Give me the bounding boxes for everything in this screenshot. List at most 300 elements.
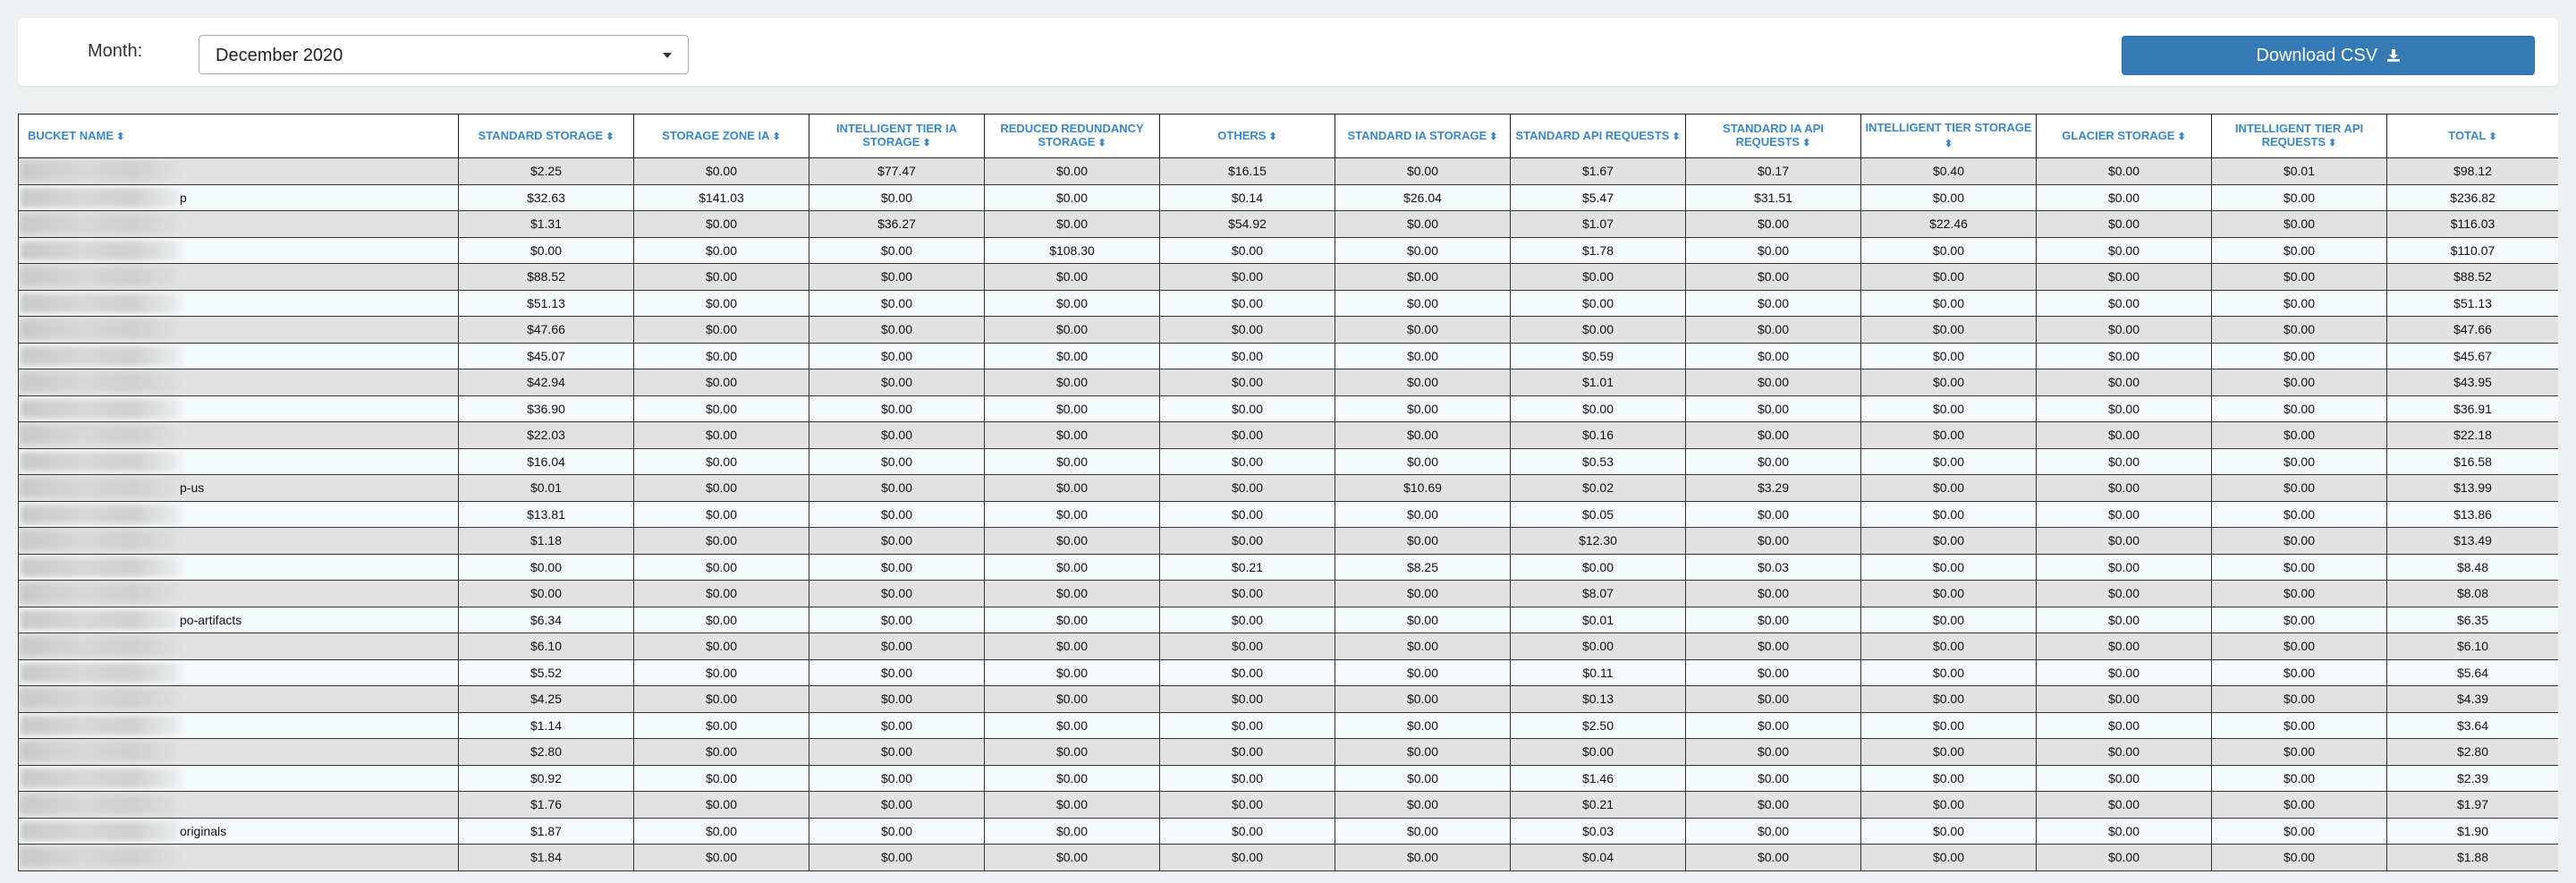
cost-cell: $0.00 <box>809 739 985 766</box>
cost-cell: $0.00 <box>1686 765 1861 792</box>
cost-cell: $0.00 <box>809 264 985 291</box>
cost-cell: $5.52 <box>459 659 634 686</box>
bucket-name-cell <box>19 395 459 422</box>
cost-cell: $2.80 <box>2387 739 2559 766</box>
cost-cell: $0.00 <box>2212 475 2387 502</box>
cost-cell: $0.00 <box>2037 422 2212 449</box>
cost-cell: $0.00 <box>634 554 809 581</box>
redacted-bucket-name <box>21 267 180 286</box>
column-header-7[interactable] <box>1511 115 1686 158</box>
cost-cell: $0.00 <box>1861 475 2037 502</box>
cost-cell: $36.90 <box>459 395 634 422</box>
column-header-4[interactable] <box>985 115 1160 158</box>
cost-cell: $0.00 <box>1861 659 2037 686</box>
sort-icon[interactable]: ⬍ <box>2174 131 2186 142</box>
cost-cell: $0.92 <box>459 765 634 792</box>
cost-cell: $0.00 <box>1160 290 1335 317</box>
cost-cell: $13.81 <box>459 501 634 528</box>
table-row <box>19 237 2559 264</box>
cost-cell: $0.00 <box>1160 528 1335 555</box>
cost-cell: $0.00 <box>985 581 1160 607</box>
cost-cell: $0.00 <box>634 264 809 291</box>
sort-icon[interactable]: ⬍ <box>1800 138 1811 149</box>
redacted-bucket-name <box>21 716 180 735</box>
cost-cell: $0.00 <box>1861 739 2037 766</box>
cost-cell: $0.00 <box>1686 712 1861 739</box>
sort-icon[interactable]: ⬍ <box>769 131 781 142</box>
sort-icon[interactable]: ⬍ <box>1095 138 1106 149</box>
cost-cell: $0.00 <box>2212 765 2387 792</box>
cost-cell: $6.10 <box>459 633 634 660</box>
cost-cell: $54.92 <box>1160 211 1335 238</box>
bucket-costs-table <box>18 114 2558 871</box>
cost-cell: $42.94 <box>459 369 634 396</box>
month-select[interactable] <box>199 35 689 74</box>
cost-cell: $0.00 <box>985 659 1160 686</box>
cost-cell: $0.00 <box>2212 607 2387 633</box>
cost-cell: $0.00 <box>1861 290 2037 317</box>
cost-cell: $0.00 <box>809 792 985 819</box>
cost-cell: $0.00 <box>2212 264 2387 291</box>
cost-cell: $0.00 <box>1686 343 1861 369</box>
redacted-bucket-name <box>21 847 180 867</box>
table-row <box>19 686 2559 713</box>
cost-cell: $0.00 <box>459 554 634 581</box>
cost-cell: $1.78 <box>1511 237 1686 264</box>
redacted-bucket-name <box>21 214 180 233</box>
bucket-name-cell <box>19 184 459 211</box>
cost-cell: $36.27 <box>809 211 985 238</box>
table-header-row <box>19 115 2559 158</box>
cost-cell: $0.00 <box>1335 422 1511 449</box>
table-row <box>19 712 2559 739</box>
cost-cell: $0.00 <box>1861 633 2037 660</box>
cost-cell: $45.07 <box>459 343 634 369</box>
cost-cell: $13.49 <box>2387 528 2559 555</box>
cost-cell: $0.00 <box>985 184 1160 211</box>
cost-cell: $47.66 <box>459 317 634 344</box>
sort-icon[interactable]: ⬍ <box>2326 138 2337 149</box>
table-row <box>19 765 2559 792</box>
cost-cell: $0.00 <box>2037 448 2212 475</box>
cost-cell: $26.04 <box>1335 184 1511 211</box>
cost-cell: $4.25 <box>459 686 634 713</box>
bucket-name-visible-text: po-artifacts <box>180 612 242 627</box>
cost-cell: $141.03 <box>634 184 809 211</box>
redacted-bucket-name <box>21 794 180 814</box>
cost-cell: $0.00 <box>1861 712 2037 739</box>
cost-cell: $0.00 <box>2037 369 2212 396</box>
cost-cell: $0.00 <box>2037 501 2212 528</box>
sort-icon[interactable]: ⬍ <box>2486 131 2497 142</box>
table-row <box>19 845 2559 871</box>
cost-cell: $16.04 <box>459 448 634 475</box>
cost-cell: $0.00 <box>459 237 634 264</box>
cost-cell: $1.14 <box>459 712 634 739</box>
column-header-label: INTELLIGENT TIER STORAGE <box>1865 121 2032 134</box>
cost-cell: $0.00 <box>1686 448 1861 475</box>
cost-cell: $47.66 <box>2387 317 2559 344</box>
cost-cell: $22.03 <box>459 422 634 449</box>
cost-cell: $8.25 <box>1335 554 1511 581</box>
cost-cell: $0.00 <box>1686 686 1861 713</box>
bucket-name-cell <box>19 264 459 291</box>
cost-cell: $1.31 <box>459 211 634 238</box>
cost-cell: $0.00 <box>634 422 809 449</box>
bucket-name-cell <box>19 422 459 449</box>
cost-cell: $1.76 <box>459 792 634 819</box>
cost-cell: $0.00 <box>2037 317 2212 344</box>
column-header-label: BUCKET NAME <box>28 128 114 142</box>
cost-cell: $0.00 <box>809 395 985 422</box>
column-header-11[interactable] <box>2212 115 2387 158</box>
cost-cell: $13.99 <box>2387 475 2559 502</box>
cost-cell: $0.00 <box>985 845 1160 871</box>
cost-cell: $236.82 <box>2387 184 2559 211</box>
cost-cell: $110.07 <box>2387 237 2559 264</box>
table-row <box>19 659 2559 686</box>
cost-cell: $0.00 <box>1335 290 1511 317</box>
cost-cell: $0.00 <box>2037 659 2212 686</box>
table-row <box>19 343 2559 369</box>
cost-cell: $0.00 <box>2037 395 2212 422</box>
cost-cell: $0.00 <box>809 581 985 607</box>
cost-cell: $0.00 <box>1686 818 1861 845</box>
cost-cell: $0.02 <box>1511 475 1686 502</box>
month-label: Month: <box>88 41 143 61</box>
cost-cell: $0.00 <box>1335 501 1511 528</box>
cost-cell: $0.00 <box>634 818 809 845</box>
cost-cell: $0.00 <box>1686 211 1861 238</box>
cost-cell: $0.01 <box>1511 607 1686 633</box>
cost-cell: $0.00 <box>2037 739 2212 766</box>
cost-cell: $0.00 <box>1335 633 1511 660</box>
cost-cell: $6.10 <box>2387 633 2559 660</box>
cost-cell: $0.00 <box>1511 395 1686 422</box>
bucket-name-cell <box>19 581 459 607</box>
chevron-down-icon <box>663 53 672 58</box>
cost-cell: $2.39 <box>2387 765 2559 792</box>
cost-cell: $10.69 <box>1335 475 1511 502</box>
cost-cell: $0.00 <box>1686 422 1861 449</box>
cost-cell: $0.00 <box>1861 264 2037 291</box>
cost-cell: $0.00 <box>1160 712 1335 739</box>
cost-cell: $0.00 <box>1861 369 2037 396</box>
cost-cell: $0.00 <box>1686 237 1861 264</box>
cost-cell: $0.00 <box>1686 290 1861 317</box>
cost-cell: $0.00 <box>1861 765 2037 792</box>
cost-cell: $0.00 <box>1335 792 1511 819</box>
cost-cell: $0.00 <box>634 845 809 871</box>
column-header-3[interactable] <box>809 115 985 158</box>
table-row <box>19 818 2559 845</box>
cost-cell: $0.00 <box>1861 845 2037 871</box>
table-row <box>19 581 2559 607</box>
bucket-name-cell <box>19 290 459 317</box>
cost-cell: $0.00 <box>985 633 1160 660</box>
cost-cell: $0.00 <box>1861 554 2037 581</box>
sort-icon[interactable]: ⬍ <box>1266 131 1277 142</box>
cost-cell: $0.00 <box>2037 290 2212 317</box>
sort-icon[interactable]: ⬍ <box>114 131 125 142</box>
column-header-label: INTELLIGENT TIER API REQUESTS <box>2234 122 2364 149</box>
redacted-bucket-name <box>21 610 180 630</box>
cost-cell: $0.00 <box>1160 818 1335 845</box>
bucket-name-cell <box>19 712 459 739</box>
column-header-10[interactable] <box>2037 115 2212 158</box>
cost-cell: $0.00 <box>809 712 985 739</box>
cost-cell: $0.03 <box>1686 554 1861 581</box>
cost-cell: $0.00 <box>1160 501 1335 528</box>
cost-cell: $0.00 <box>2212 659 2387 686</box>
download-csv-button[interactable] <box>2122 36 2535 75</box>
table-row <box>19 369 2559 396</box>
cost-cell: $8.48 <box>2387 554 2559 581</box>
cost-cell: $0.00 <box>985 395 1160 422</box>
bucket-name-cell <box>19 765 459 792</box>
cost-cell: $0.00 <box>985 712 1160 739</box>
cost-cell: $0.00 <box>985 290 1160 317</box>
cost-cell: $0.00 <box>985 317 1160 344</box>
cost-cell: $0.00 <box>1511 264 1686 291</box>
cost-cell: $0.00 <box>634 343 809 369</box>
column-header-0[interactable] <box>19 115 459 158</box>
cost-cell: $0.00 <box>1160 633 1335 660</box>
sort-icon[interactable]: ⬍ <box>1669 131 1681 142</box>
cost-cell: $0.00 <box>809 554 985 581</box>
cost-cell: $0.00 <box>809 237 985 264</box>
cost-cell: $0.00 <box>634 528 809 555</box>
cost-cell: $51.13 <box>459 290 634 317</box>
cost-cell: $0.00 <box>1335 686 1511 713</box>
cost-cell: $0.00 <box>2212 369 2387 396</box>
cost-cell: $0.00 <box>809 607 985 633</box>
column-header-label: STANDARD IA API REQUESTS <box>1723 122 1824 149</box>
cost-cell: $0.21 <box>1160 554 1335 581</box>
cost-cell: $0.00 <box>2037 237 2212 264</box>
cost-cell: $1.07 <box>1511 211 1686 238</box>
cost-cell: $16.15 <box>1160 158 1335 185</box>
redacted-bucket-name <box>21 161 180 181</box>
cost-cell: $0.00 <box>2212 501 2387 528</box>
cost-cell: $0.00 <box>809 448 985 475</box>
cost-cell: $0.00 <box>809 659 985 686</box>
redacted-bucket-name <box>21 319 180 339</box>
bucket-name-visible-text: p-us <box>180 480 205 495</box>
cost-cell: $108.30 <box>985 237 1160 264</box>
cost-cell: $0.00 <box>809 290 985 317</box>
sort-icon[interactable]: ⬍ <box>1944 139 1953 149</box>
column-header-label: GLACIER STORAGE <box>2062 128 2175 142</box>
cost-cell: $45.67 <box>2387 343 2559 369</box>
cost-cell: $0.00 <box>2037 554 2212 581</box>
cost-cell: $0.00 <box>1686 395 1861 422</box>
cost-cell: $0.00 <box>634 792 809 819</box>
cost-cell: $0.00 <box>1335 607 1511 633</box>
cost-cell: $0.00 <box>1160 581 1335 607</box>
cost-cell: $0.00 <box>985 264 1160 291</box>
cost-cell: $0.53 <box>1511 448 1686 475</box>
cost-cell: $0.00 <box>1160 422 1335 449</box>
cost-cell: $0.00 <box>1861 792 2037 819</box>
cost-cell: $0.00 <box>2212 818 2387 845</box>
cost-cell: $0.00 <box>809 528 985 555</box>
cost-cell: $0.00 <box>1160 845 1335 871</box>
cost-cell: $0.00 <box>2212 686 2387 713</box>
column-header-label: STORAGE ZONE IA <box>662 128 770 142</box>
bucket-name-cell <box>19 501 459 528</box>
cost-cell: $0.00 <box>2037 528 2212 555</box>
cost-cell: $0.00 <box>2037 818 2212 845</box>
bucket-name-cell <box>19 343 459 369</box>
table-row <box>19 264 2559 291</box>
column-header-label: STANDARD IA STORAGE <box>1347 128 1487 142</box>
cost-cell: $0.00 <box>2037 686 2212 713</box>
cost-cell: $0.00 <box>634 686 809 713</box>
sort-icon[interactable]: ⬍ <box>919 138 931 149</box>
cost-cell: $0.00 <box>2037 712 2212 739</box>
bucket-name-cell <box>19 211 459 238</box>
cost-cell: $0.00 <box>634 158 809 185</box>
cost-cell: $0.00 <box>985 607 1160 633</box>
redacted-bucket-name <box>21 742 180 761</box>
cost-cell: $0.00 <box>2037 264 2212 291</box>
bucket-name-cell <box>19 369 459 396</box>
cost-cell: $88.52 <box>2387 264 2559 291</box>
cost-cell: $8.07 <box>1511 581 1686 607</box>
cost-cell: $0.00 <box>2037 158 2212 185</box>
cost-cell: $0.00 <box>809 317 985 344</box>
cost-cell: $0.00 <box>1861 528 2037 555</box>
cost-cell: $88.52 <box>459 264 634 291</box>
column-header-9[interactable] <box>1861 115 2037 158</box>
cost-cell: $0.00 <box>1335 739 1511 766</box>
redacted-bucket-name <box>21 636 180 656</box>
cost-cell: $0.21 <box>1511 792 1686 819</box>
cost-cell: $13.86 <box>2387 501 2559 528</box>
cost-cell: $0.00 <box>1335 712 1511 739</box>
cost-cell: $0.00 <box>634 290 809 317</box>
cost-cell: $0.00 <box>985 528 1160 555</box>
column-header-5[interactable] <box>1160 115 1335 158</box>
cost-cell: $0.00 <box>2212 739 2387 766</box>
costs-table-container <box>18 114 2558 883</box>
table-row <box>19 554 2559 581</box>
cost-cell: $0.00 <box>2212 581 2387 607</box>
cost-cell: $0.01 <box>459 475 634 502</box>
cost-cell: $0.16 <box>1511 422 1686 449</box>
cost-cell: $0.00 <box>1861 237 2037 264</box>
cost-cell: $0.00 <box>1160 475 1335 502</box>
cost-cell: $0.00 <box>634 633 809 660</box>
cost-cell: $0.00 <box>1861 501 2037 528</box>
cost-cell: $0.00 <box>1335 818 1511 845</box>
cost-cell: $0.00 <box>1686 792 1861 819</box>
cost-cell: $1.67 <box>1511 158 1686 185</box>
cost-cell: $0.00 <box>634 395 809 422</box>
cost-cell: $77.47 <box>809 158 985 185</box>
table-row <box>19 448 2559 475</box>
table-row <box>19 739 2559 766</box>
cost-cell: $0.00 <box>809 501 985 528</box>
cost-cell: $0.00 <box>2037 607 2212 633</box>
cost-cell: $0.00 <box>809 633 985 660</box>
cost-cell: $0.00 <box>1686 739 1861 766</box>
cost-cell: $0.00 <box>2212 422 2387 449</box>
bucket-name-cell <box>19 475 459 502</box>
cost-cell: $0.00 <box>1335 264 1511 291</box>
cost-cell: $0.00 <box>2212 290 2387 317</box>
redacted-bucket-name <box>21 557 180 577</box>
cost-cell: $0.00 <box>634 448 809 475</box>
cost-cell: $0.00 <box>1160 237 1335 264</box>
column-header-1[interactable] <box>459 115 634 158</box>
cost-cell: $0.00 <box>1861 581 2037 607</box>
redacted-bucket-name <box>21 821 180 841</box>
cost-cell: $0.00 <box>1686 659 1861 686</box>
table-row <box>19 633 2559 660</box>
cost-cell: $0.00 <box>2212 448 2387 475</box>
column-header-2[interactable] <box>634 115 809 158</box>
cost-cell: $0.00 <box>985 422 1160 449</box>
cost-cell: $0.00 <box>1160 765 1335 792</box>
column-header-12[interactable] <box>2387 115 2559 158</box>
cost-cell: $5.64 <box>2387 659 2559 686</box>
cost-cell: $0.00 <box>1335 211 1511 238</box>
cost-cell: $0.00 <box>809 765 985 792</box>
cost-cell: $0.00 <box>634 607 809 633</box>
redacted-bucket-name <box>21 346 180 366</box>
cost-cell: $0.00 <box>459 581 634 607</box>
bucket-name-cell <box>19 554 459 581</box>
table-body <box>19 158 2559 871</box>
bucket-name-cell <box>19 448 459 475</box>
cost-cell: $16.58 <box>2387 448 2559 475</box>
column-header-8[interactable] <box>1686 115 1861 158</box>
cost-cell: $0.00 <box>1335 158 1511 185</box>
cost-cell: $22.46 <box>1861 211 2037 238</box>
cost-cell: $31.51 <box>1686 184 1861 211</box>
cost-cell: $0.00 <box>985 554 1160 581</box>
redacted-bucket-name <box>21 241 180 260</box>
sort-icon[interactable]: ⬍ <box>603 131 614 142</box>
column-header-6[interactable] <box>1335 115 1511 158</box>
redacted-bucket-name <box>21 768 180 788</box>
cost-cell: $0.00 <box>985 369 1160 396</box>
cost-cell: $0.00 <box>1335 343 1511 369</box>
table-row <box>19 792 2559 819</box>
cost-cell: $0.00 <box>1686 607 1861 633</box>
sort-icon[interactable]: ⬍ <box>1487 131 1498 142</box>
cost-cell: $0.00 <box>1335 395 1511 422</box>
redacted-bucket-name <box>21 425 180 445</box>
cost-cell: $0.00 <box>809 475 985 502</box>
table-row <box>19 158 2559 185</box>
cost-cell: $0.00 <box>2037 633 2212 660</box>
redacted-bucket-name <box>21 505 180 524</box>
cost-cell: $43.95 <box>2387 369 2559 396</box>
cost-cell: $0.00 <box>1335 528 1511 555</box>
cost-cell: $0.00 <box>1335 317 1511 344</box>
cost-cell: $1.46 <box>1511 765 1686 792</box>
month-select-value: December 2020 <box>216 46 343 65</box>
cost-cell: $0.00 <box>809 422 985 449</box>
cost-cell: $0.00 <box>1160 659 1335 686</box>
cost-cell: $2.25 <box>459 158 634 185</box>
redacted-bucket-name <box>21 689 180 709</box>
cost-cell: $0.00 <box>1511 290 1686 317</box>
bucket-name-cell <box>19 792 459 819</box>
